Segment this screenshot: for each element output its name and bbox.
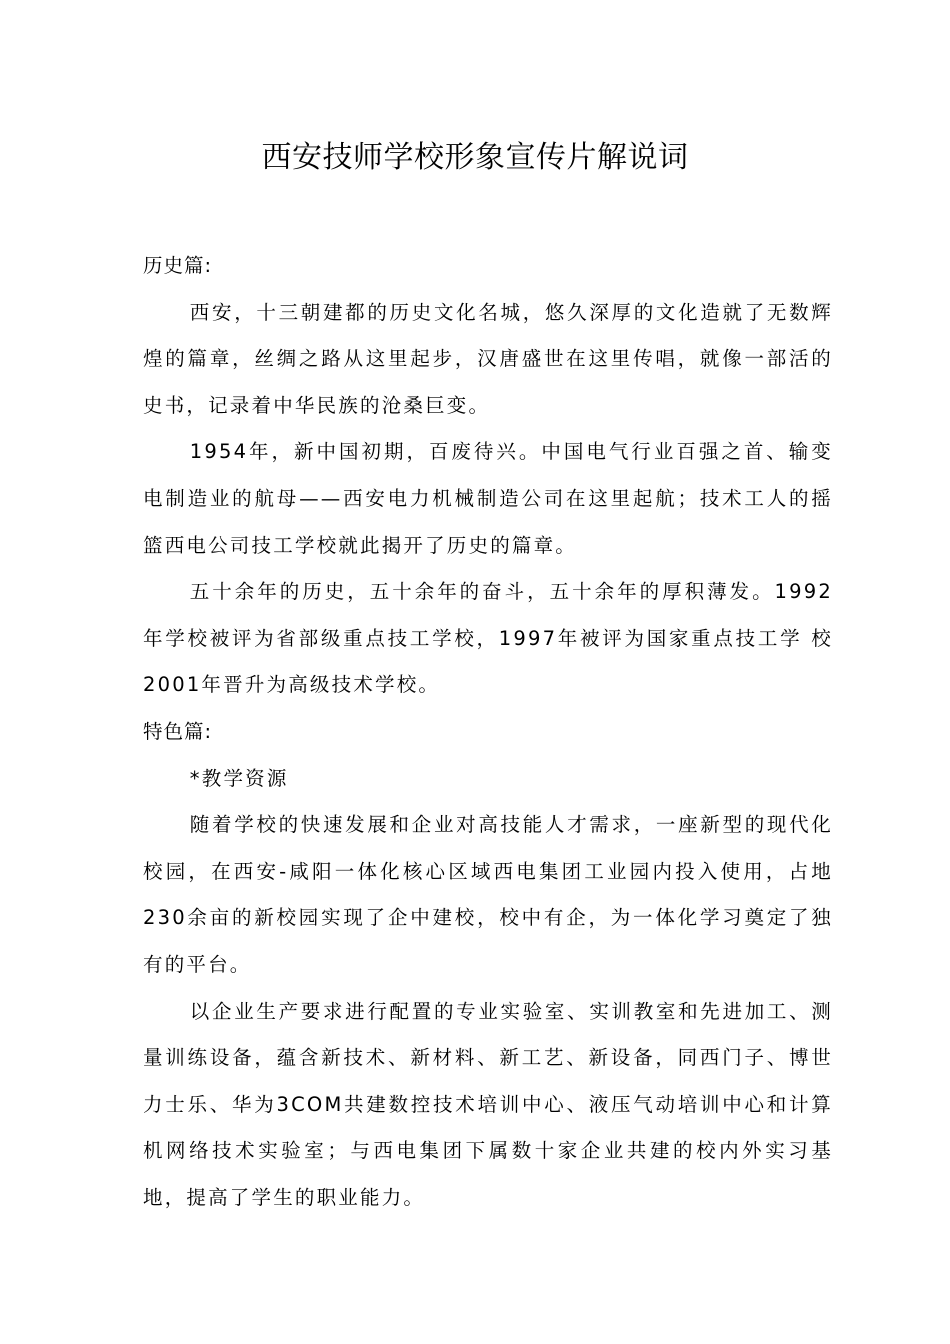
paragraph: 1954年，新中国初期，百废待兴。中国电气行业百强之首、输变电制造业的航母——西安电力机械制造公司在这里起航；技术工人的摇篮西电公司技工学校就此揭开了历史的篇章。 — [143, 440, 833, 557]
document-title: 西安技师学校形象宣传片解说词 — [261, 140, 689, 175]
section-heading-features: 特色篇: — [143, 719, 213, 743]
paragraph: 五十余年的历史，五十余年的奋斗，五十余年的厚积薄发。1992年学校被评为省部级重点技工学校，1997年被评为国家重点技工学 校2001年晋升为高级技术学校。 — [143, 580, 833, 697]
paragraph: 随着学校的快速发展和企业对高技能人才需求，一座新型的现代化校园，在西安-咸阳一体化核心区域西电集团工业园内投入使用，占地230余亩的新校园实现了企中建校，校中有企，为一体化学习奠定了独有的平台。 — [143, 813, 833, 976]
subheading-teaching-resources: *教学资源 — [189, 766, 289, 790]
paragraph: 西安，十三朝建都的历史文化名城，悠久深厚的文化造就了无数辉煌的篇章，丝绸之路从这里起步，汉唐盛世在这里传唱，就像一部活的史书，记录着中华民族的沧桑巨变。 — [143, 300, 833, 417]
section-heading-history: 历史篇: — [143, 254, 213, 277]
document-body — [143, 243, 833, 1221]
paragraph: 以企业生产要求进行配置的专业实验室、实训教室和先进加工、测量训练设备，蕴含新技术、新材料、新工艺、新设备，同西门子、博世力士乐、华为3COM共建数控技术培训中心、液压气动培训中心和计算机网络技术实验室；与西电集团下属数十家企业共建的校内外实习基地，提高了学生的职业能力。 — [143, 999, 833, 1209]
